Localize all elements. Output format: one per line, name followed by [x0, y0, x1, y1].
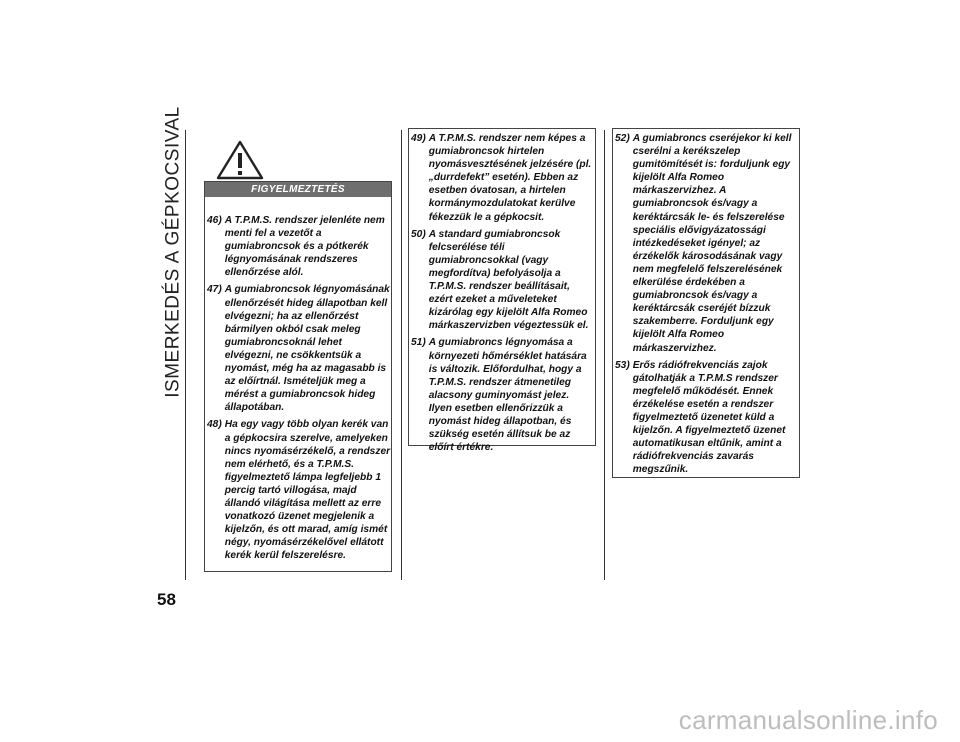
note-number: 52) [615, 133, 630, 144]
note-text: Ha egy vagy több olyan kerék van a gépkocsira szerelve, amelyeken nincs nyomásérzékelő, a rendszer nem elérhető, és a T.P.M.S. figyelmeztető lámpa legfeljebb 1 percig tartó villogása, majd állandó világítása mellett az erre vonatkozó üzenet megjelenik a kijelzőn, és ott marad, amíg ismét négy, nyomásérzékelővel ellátott kerék kerül felszerelésre. [224, 419, 391, 562]
notes-column-1 [207, 214, 391, 566]
note-item [207, 283, 391, 414]
column-divider [604, 130, 605, 580]
chapter-side-title: ISMERKEDÉS A GÉPKOCSIVAL [163, 106, 185, 398]
notes-column-3 [615, 132, 799, 480]
note-item [411, 336, 595, 454]
note-text: A T.P.M.S. rendszer nem képes a gumiabroncsok hirtelen nyomásvesztésének jelzésére (pl. „durrdefekt” esetén). Ebben az esetben óvatosan, a hirtelen kormánymozdulatokat kerülve fékezzük le a gépkocsit. [428, 133, 592, 223]
note-number: 49) [411, 133, 426, 144]
warning-heading: FIGYELMEZTETÉS [205, 182, 391, 197]
note-text: Erős rádiófrekvenciás zajok gátolhatják a T.P.M.S rendszer megfelelő működését. Ennek érzékelése esetén a rendszer figyelmeztető üzenetet küld a kijelzőn. A figyelmeztető üzenet automatikusan eltűnik, amint a rádiófrekvenciás zavarás megszűnik. [632, 359, 786, 476]
notes-column-2 [411, 132, 595, 458]
note-item [207, 418, 391, 562]
warning-triangle-icon [212, 140, 268, 180]
note-text: A T.P.M.S. rendszer jelenléte nem menti fel a vezetőt a gumiabroncsok és a pótkerék légnyomásának rendszeres ellenőrzése alól. [224, 215, 385, 279]
column-divider [401, 130, 402, 580]
note-item [615, 359, 799, 477]
note-text: A gumiabroncs cseréjekor ki kell cserélni a kerékszelep gumitömítését is: forduljunk egy kijelölt Alfa Romeo márkaszervizhez. A gumiabroncsok és/vagy a keréktárcsák le- és felszerelése speciális elővigyázatossági intézkedéseket igényel; az érzékelők károsodásának vagy nem megfelelő felszerelésének elkerülése érdekében a gumiabroncsok és/vagy a keréktárcsák cseréjét bízzuk szakemberre. Forduljunk egy kijelölt Alfa Romeo márkaszervizhez. [632, 133, 792, 354]
note-number: 50) [411, 228, 426, 240]
note-number: 46) [207, 215, 222, 226]
side-divider [185, 130, 186, 580]
note-number: 47) [207, 284, 222, 296]
note-text: A gumiabroncsok légnyomásának ellenőrzését hideg állapotban kell elvégezni; ha az ellenőrzést bármilyen okból csak meleg gumiabroncsoknál lehet elvégezni, ne csökkentsük a nyomást, még ha az magasabb is az előírtnál. Ismételjük meg a mérést a gumiabroncsok hideg állapotában. [224, 284, 390, 414]
note-number: 53) [615, 359, 630, 371]
note-text: A gumiabroncs légnyomása a környezeti hőmérséklet hatására is változik. Előfordulhat, hogy a T.P.M.S. rendszer átmenetileg alacsony guminyomást jelez. Ilyen esetben ellenőrizzük a nyomást hideg állapotban, és szükség esetén állítsuk be az előírt értékre. [428, 337, 587, 454]
note-item [411, 132, 595, 224]
page-number: 58 [157, 590, 176, 609]
note-item [411, 228, 595, 333]
note-item [615, 132, 799, 355]
watermark-link[interactable]: carmanualsonline.info [678, 705, 938, 735]
note-number: 48) [207, 419, 222, 431]
note-text: A standard gumiabroncsok felcserélése téli gumiabroncsokkal (vagy megfordítva) befolyásolja a T.P.M.S. rendszer beállításait, ezért ezeket a műveleteket kizárólag egy kijelölt Alfa Romeo márkaszervizben végeztessük el. [428, 228, 589, 332]
note-item [207, 214, 391, 279]
note-number: 51) [411, 337, 426, 349]
